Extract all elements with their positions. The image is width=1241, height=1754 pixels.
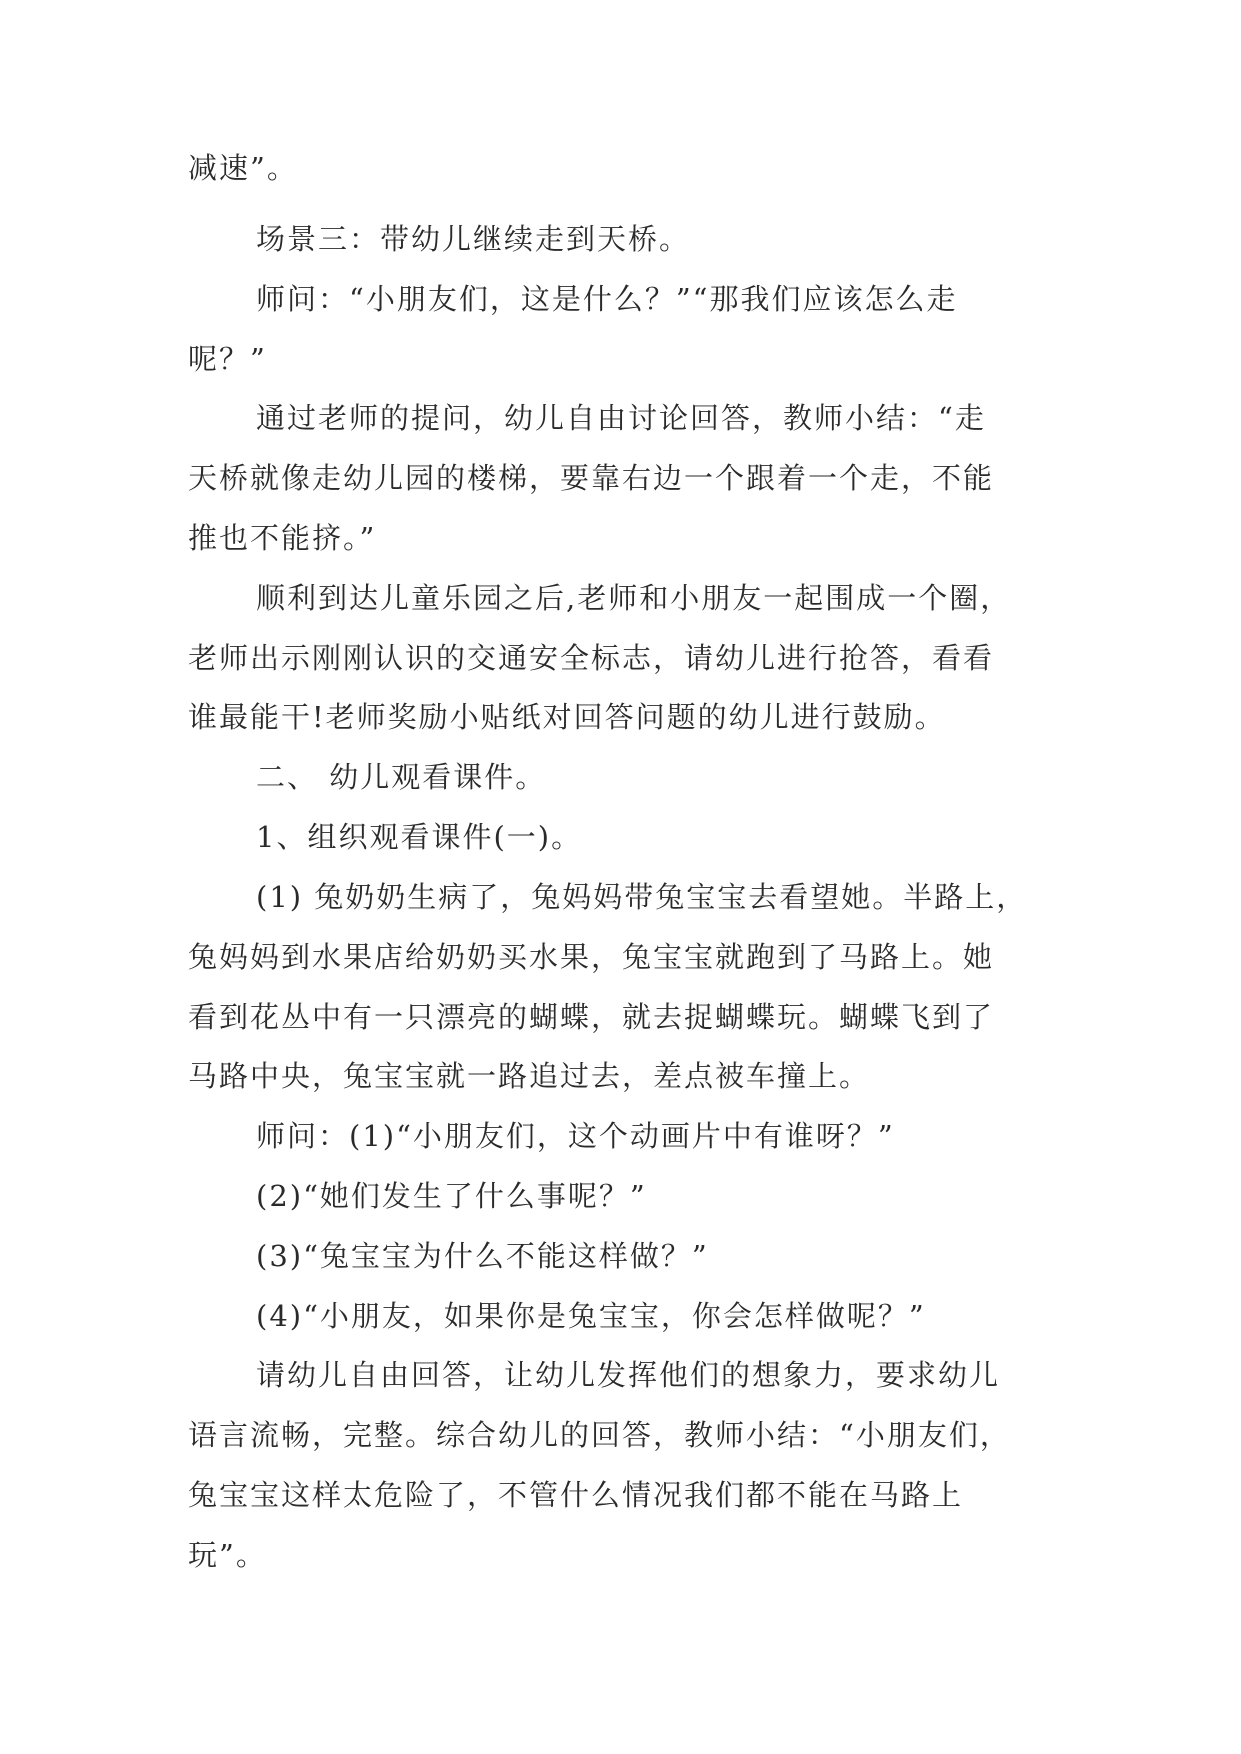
text-line: 场景三：带幼儿继续走到天桥。 xyxy=(256,222,691,256)
text-line: 谁最能干!老师奖励小贴纸对回答问题的幼儿进行鼓励。 xyxy=(188,700,946,734)
text-line: 减速”。 xyxy=(188,151,298,185)
text-line: 1、组织观看课件(一)。 xyxy=(256,820,583,854)
text-line: 语言流畅，完整。综合幼儿的回答，教师小结：“小朋友们， xyxy=(188,1418,1011,1452)
text-line: 师问：(1)“小朋友们，这个动画片中有谁呀？” xyxy=(256,1119,895,1153)
text-line: 玩”。 xyxy=(188,1538,267,1572)
text-line: 兔妈妈到水果店给奶奶买水果，兔宝宝就跑到了马路上。她 xyxy=(188,940,995,974)
text-line: (4)“小朋友，如果你是兔宝宝，你会怎样做呢？” xyxy=(256,1299,926,1333)
text-line: 看到花丛中有一只漂亮的蝴蝶，就去捉蝴蝶玩。蝴蝶飞到了 xyxy=(188,1000,995,1034)
text-line: 师问：“小朋友们，这是什么？”“那我们应该怎么走 xyxy=(256,282,958,316)
text-line: 天桥就像走幼儿园的楼梯，要靠右边一个跟着一个走，不能 xyxy=(188,461,995,495)
text-line: 马路中央，兔宝宝就一路追过去，差点被车撞上。 xyxy=(188,1059,871,1093)
text-line: (2)“她们发生了什么事呢？” xyxy=(256,1179,647,1213)
text-line: 推也不能挤。” xyxy=(188,521,377,555)
text-line: 通过老师的提问，幼儿自由讨论回答，教师小结：“走 xyxy=(256,401,986,435)
text-line: (3)“兔宝宝为什么不能这样做？” xyxy=(256,1239,709,1273)
text-line: 呢？” xyxy=(188,342,267,376)
text-line: 二、 幼儿观看课件。 xyxy=(256,760,547,794)
text-line: 请幼儿自由回答，让幼儿发挥他们的想象力，要求幼儿 xyxy=(256,1358,1001,1392)
text-line: 老师出示刚刚认识的交通安全标志，请幼儿进行抢答，看看 xyxy=(188,641,995,675)
text-line: 顺利到达儿童乐园之后,老师和小朋友一起围成一个圈， xyxy=(256,581,1012,615)
text-line: (1) 兔奶奶生病了，兔妈妈带兔宝宝去看望她。半路上， xyxy=(256,880,1028,914)
text-line: 兔宝宝这样太危险了，不管什么情况我们都不能在马路上 xyxy=(188,1478,964,1512)
